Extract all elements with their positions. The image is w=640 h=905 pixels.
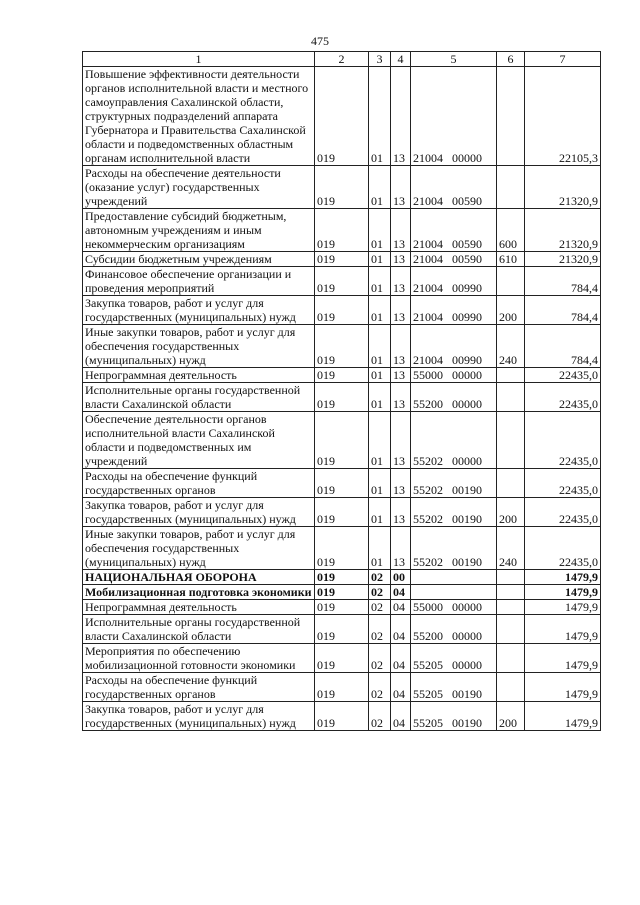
row-target-article: 55202 00190 (411, 469, 497, 498)
row-target-article: 21004 00590 (411, 209, 497, 252)
row-section: 01 (369, 296, 391, 325)
row-subsection: 13 (391, 166, 411, 209)
row-description: Закупка товаров, работ и услуг для государственных (муниципальных) нужд (83, 498, 315, 527)
row-target-article: 55205 00190 (411, 673, 497, 702)
column-header: 6 (497, 52, 525, 67)
row-description: Расходы на обеспечение деятельности (оказание услуг) государственных учреждений (83, 166, 315, 209)
row-expense-type (497, 166, 525, 209)
row-section: 01 (369, 267, 391, 296)
row-section: 01 (369, 166, 391, 209)
row-amount: 1479,9 (525, 702, 601, 731)
row-ministry-code: 019 (315, 498, 369, 527)
column-header: 2 (315, 52, 369, 67)
row-section: 01 (369, 209, 391, 252)
row-section: 01 (369, 527, 391, 570)
row-subsection: 13 (391, 325, 411, 368)
row-amount: 784,4 (525, 296, 601, 325)
row-description: Иные закупки товаров, работ и услуг для обеспечения государственных (муниципальных) нужд (83, 527, 315, 570)
row-amount: 22435,0 (525, 469, 601, 498)
row-ministry-code: 019 (315, 296, 369, 325)
table-row (83, 615, 601, 644)
row-section: 01 (369, 469, 391, 498)
row-amount: 22435,0 (525, 383, 601, 412)
row-expense-type: 200 (497, 702, 525, 731)
row-amount: 21320,9 (525, 209, 601, 252)
row-description: Финансовое обеспечение организации и проведения мероприятий (83, 267, 315, 296)
row-ministry-code: 019 (315, 644, 369, 673)
row-subsection: 13 (391, 498, 411, 527)
row-subsection: 13 (391, 469, 411, 498)
row-target-article (411, 585, 497, 600)
row-expense-type (497, 469, 525, 498)
table-row (83, 67, 601, 166)
row-expense-type (497, 673, 525, 702)
row-amount: 22435,0 (525, 527, 601, 570)
row-section: 01 (369, 368, 391, 383)
row-section: 02 (369, 702, 391, 731)
row-section: 01 (369, 325, 391, 368)
row-section: 02 (369, 673, 391, 702)
row-amount: 1479,9 (525, 615, 601, 644)
row-amount: 1479,9 (525, 673, 601, 702)
row-ministry-code: 019 (315, 527, 369, 570)
row-target-article: 55000 00000 (411, 600, 497, 615)
row-subsection: 04 (391, 585, 411, 600)
header-row (83, 52, 601, 67)
row-expense-type: 200 (497, 296, 525, 325)
row-subsection: 04 (391, 644, 411, 673)
row-expense-type (497, 267, 525, 296)
row-description: НАЦИОНАЛЬНАЯ ОБОРОНА (83, 570, 315, 585)
row-subsection: 04 (391, 673, 411, 702)
table-row (83, 702, 601, 731)
table-body (83, 52, 601, 731)
row-description: Субсидии бюджетным учреждениям (83, 252, 315, 267)
row-section: 02 (369, 644, 391, 673)
row-amount: 22435,0 (525, 498, 601, 527)
row-subsection: 04 (391, 600, 411, 615)
row-description: Предоставление субсидий бюджетным, автономным учреждениям и иным некоммерческим организациям (83, 209, 315, 252)
table-row (83, 296, 601, 325)
row-target-article: 55205 00190 (411, 702, 497, 731)
row-target-article: 21004 00990 (411, 296, 497, 325)
row-ministry-code: 019 (315, 166, 369, 209)
budget-table (82, 51, 601, 731)
row-ministry-code: 019 (315, 252, 369, 267)
table-row (83, 209, 601, 252)
row-target-article: 55205 00000 (411, 644, 497, 673)
row-target-article: 21004 00590 (411, 252, 497, 267)
row-ministry-code: 019 (315, 368, 369, 383)
row-subsection: 13 (391, 383, 411, 412)
column-header: 3 (369, 52, 391, 67)
row-subsection: 13 (391, 267, 411, 296)
row-target-article (411, 570, 497, 585)
row-amount: 21320,9 (525, 166, 601, 209)
row-expense-type (497, 585, 525, 600)
row-target-article: 55200 00000 (411, 383, 497, 412)
row-expense-type (497, 368, 525, 383)
row-target-article: 55000 00000 (411, 368, 497, 383)
table-row (83, 412, 601, 469)
row-expense-type (497, 383, 525, 412)
row-description: Обеспечение деятельности органов исполнительной власти Сахалинской области и подведомственных им учреждений (83, 412, 315, 469)
row-ministry-code: 019 (315, 67, 369, 166)
row-ministry-code: 019 (315, 325, 369, 368)
row-subsection: 13 (391, 296, 411, 325)
row-target-article: 21004 00990 (411, 325, 497, 368)
row-ministry-code: 019 (315, 615, 369, 644)
table-row (83, 527, 601, 570)
row-description: Закупка товаров, работ и услуг для государственных (муниципальных) нужд (83, 702, 315, 731)
row-amount: 22435,0 (525, 412, 601, 469)
row-expense-type (497, 600, 525, 615)
row-description: Расходы на обеспечение функций государственных органов (83, 469, 315, 498)
row-ministry-code: 019 (315, 570, 369, 585)
row-target-article: 55202 00000 (411, 412, 497, 469)
row-description: Мероприятия по обеспечению мобилизационной готовности экономики (83, 644, 315, 673)
row-description: Повышение эффективности деятельности органов исполнительной власти и местного самоуправления Сахалинской области, структурных подразделений аппарата Губернатора и Правительства Сахалинской области и подведомственных областным органам исполнительной власти (83, 67, 315, 166)
row-expense-type: 240 (497, 325, 525, 368)
row-amount: 1479,9 (525, 644, 601, 673)
row-subsection: 13 (391, 209, 411, 252)
table-row (83, 252, 601, 267)
row-amount: 1479,9 (525, 570, 601, 585)
row-amount: 22105,3 (525, 67, 601, 166)
row-amount: 1479,9 (525, 585, 601, 600)
row-ministry-code: 019 (315, 600, 369, 615)
row-expense-type: 200 (497, 498, 525, 527)
row-expense-type (497, 615, 525, 644)
row-ministry-code: 019 (315, 383, 369, 412)
row-ministry-code: 019 (315, 585, 369, 600)
row-description: Непрограммная деятельность (83, 368, 315, 383)
row-subsection: 04 (391, 615, 411, 644)
row-description: Закупка товаров, работ и услуг для государственных (муниципальных) нужд (83, 296, 315, 325)
table-row (83, 585, 601, 600)
row-amount: 784,4 (525, 325, 601, 368)
table-row (83, 673, 601, 702)
row-ministry-code: 019 (315, 209, 369, 252)
row-subsection: 00 (391, 570, 411, 585)
row-section: 02 (369, 570, 391, 585)
row-target-article: 55200 00000 (411, 615, 497, 644)
row-description: Мобилизационная подготовка экономики (83, 585, 315, 600)
row-subsection: 13 (391, 527, 411, 570)
row-subsection: 13 (391, 252, 411, 267)
row-section: 02 (369, 585, 391, 600)
row-section: 01 (369, 67, 391, 166)
table-row (83, 600, 601, 615)
row-section: 01 (369, 383, 391, 412)
row-ministry-code: 019 (315, 469, 369, 498)
row-ministry-code: 019 (315, 673, 369, 702)
row-subsection: 04 (391, 702, 411, 731)
table-row (83, 469, 601, 498)
row-section: 01 (369, 252, 391, 267)
page-number: 475 (311, 34, 329, 48)
row-ministry-code: 019 (315, 412, 369, 469)
table-row (83, 267, 601, 296)
row-expense-type (497, 644, 525, 673)
column-header: 4 (391, 52, 411, 67)
row-subsection: 13 (391, 368, 411, 383)
row-amount: 784,4 (525, 267, 601, 296)
table-row (83, 383, 601, 412)
table-row (83, 498, 601, 527)
row-description: Иные закупки товаров, работ и услуг для обеспечения государственных (муниципальных) нужд (83, 325, 315, 368)
row-expense-type: 610 (497, 252, 525, 267)
row-section: 01 (369, 498, 391, 527)
row-description: Исполнительные органы государственной власти Сахалинской области (83, 383, 315, 412)
row-amount: 1479,9 (525, 600, 601, 615)
row-amount: 21320,9 (525, 252, 601, 267)
row-ministry-code: 019 (315, 702, 369, 731)
row-expense-type (497, 412, 525, 469)
column-header: 1 (83, 52, 315, 67)
column-header: 5 (411, 52, 497, 67)
table-row (83, 570, 601, 585)
row-target-article: 21004 00000 (411, 67, 497, 166)
table-row (83, 166, 601, 209)
row-expense-type: 240 (497, 527, 525, 570)
row-ministry-code: 019 (315, 267, 369, 296)
row-section: 01 (369, 412, 391, 469)
row-target-article: 55202 00190 (411, 498, 497, 527)
table-row (83, 644, 601, 673)
row-expense-type (497, 570, 525, 585)
row-target-article: 21004 00590 (411, 166, 497, 209)
row-description: Расходы на обеспечение функций государственных органов (83, 673, 315, 702)
row-expense-type: 600 (497, 209, 525, 252)
row-description: Исполнительные органы государственной власти Сахалинской области (83, 615, 315, 644)
row-subsection: 13 (391, 412, 411, 469)
row-section: 02 (369, 600, 391, 615)
column-header: 7 (525, 52, 601, 67)
row-section: 02 (369, 615, 391, 644)
row-target-article: 21004 00990 (411, 267, 497, 296)
row-description: Непрограммная деятельность (83, 600, 315, 615)
table-row (83, 368, 601, 383)
row-subsection: 13 (391, 67, 411, 166)
row-expense-type (497, 67, 525, 166)
row-target-article: 55202 00190 (411, 527, 497, 570)
row-amount: 22435,0 (525, 368, 601, 383)
table-row (83, 325, 601, 368)
